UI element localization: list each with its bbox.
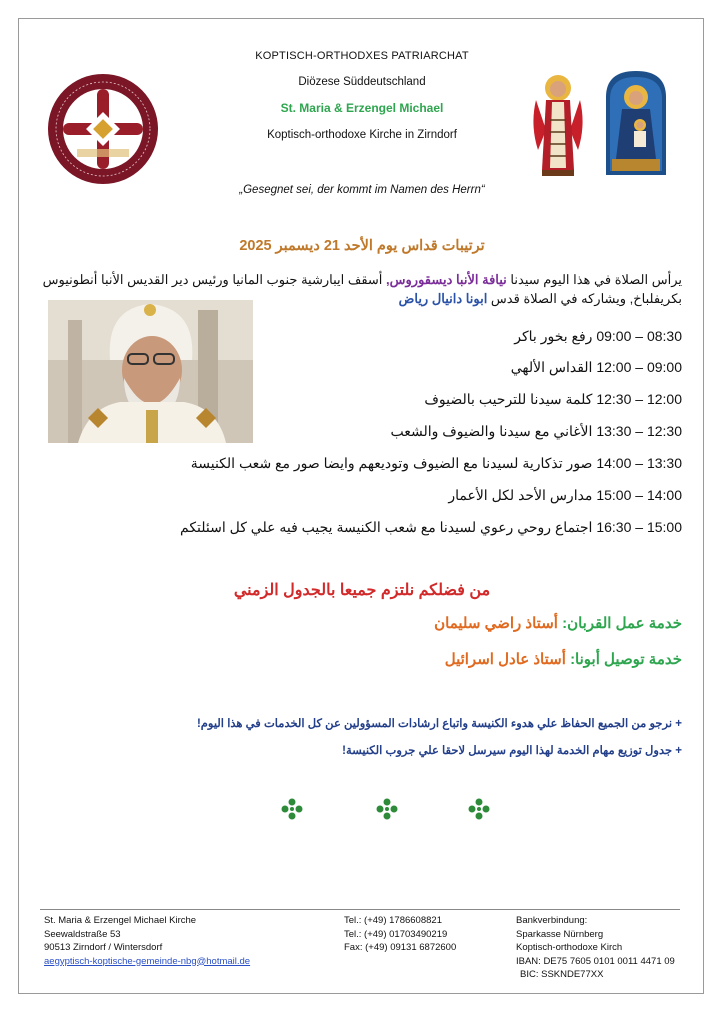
program-title: ترتيبات قداس يوم الأحد 21 ديسمبر 2025 [239, 238, 485, 254]
service-driver [445, 650, 682, 668]
ornament-icon [281, 798, 303, 820]
footer-divider [40, 909, 680, 910]
bishop-name: نيافة الأنبا ديسقوروس, [386, 272, 507, 287]
footer-bic: BIC: SSKNDE77XX [520, 969, 604, 980]
schedule-item: 08:30 – 09:00 رفع بخور باكر [514, 328, 682, 344]
ornament-icon [468, 798, 490, 820]
footer-email-link[interactable]: aegyptisch-koptische-gemeinde-nbg@hotmail.de [44, 955, 251, 967]
note-service-plan: + جدول توزيع مهام الخدمة لهذا اليوم سيرسل لاحقا علي جروب الكنيسة! [342, 745, 682, 757]
footer-address-line: Seewaldstraße 53 [44, 928, 121, 940]
intro-text-a: يرأس الصلاة في هذا اليوم سيدنا [506, 272, 682, 287]
schedule-item: 09:00 – 12:00 القداس الألهي [510, 359, 682, 375]
service-offering-person: أستاذ راضي سليمان [434, 615, 563, 632]
church-subtitle: Koptisch-orthodoxe Kirche in Zirndorf [267, 129, 457, 141]
schedule-item: 12:00 – 12:30 كلمة سيدنا للترحيب بالضيوف [424, 391, 682, 407]
footer-phone-1: Tel.: (+49) 1786608821 [344, 915, 442, 926]
ornament-icon [376, 798, 398, 820]
note-quiet: + نرجو من الجميع الحفاظ علي هدوء الكنيسة واتباع ارشادات المسؤولين عن كل الخدمات في هذا اليوم! [196, 718, 682, 730]
motto: „Gesegnet sei, der kommt im Namen des Herrn“ [239, 184, 485, 196]
service-driver-label: خدمة توصيل أبونا: [570, 651, 682, 668]
service-offering-label: خدمة عمل القربان: [562, 615, 682, 632]
patriarchate-heading: KOPTISCH-ORTHODXES PATRIARCHAT [255, 50, 469, 62]
diocese-heading: Diözese Süddeutschland [298, 76, 426, 88]
intro-text-b: أسقف ايبارشية جنوب المانيا ورئيس دير القديس الأنبا أنطونيوس بكريفلباخ, ويشاركه في الصلاة قدس [42, 272, 682, 306]
church-name: St. Maria & Erzengel Michael [280, 101, 444, 115]
footer-address-line: 90513 Zirndorf / Wintersdorf [44, 942, 163, 953]
virgin-mary-icon [602, 67, 670, 177]
footer-bank [516, 914, 675, 982]
priest-name: ابونا دانيال رياض [398, 291, 488, 306]
schedule-reminder: من فضلكم نلتزم جميعا بالجدول الزمني [233, 582, 491, 599]
footer-fax: Fax: (+49) 09131 6872600 [344, 942, 457, 953]
schedule-item: 12:30 – 13:30 الأغاني مع سيدنا والضيوف والشعب [390, 423, 682, 439]
footer-iban: IBAN: DE75 7605 0101 0011 4471 09 [516, 955, 675, 967]
archangel-icon [528, 70, 588, 178]
footer-address [44, 914, 250, 968]
schedule-item: 13:30 – 14:00 صور تذكارية لسيدنا مع الضيوف وتوديعهم وايضا صور مع شعب الكنيسة [190, 455, 682, 471]
footer-bank-line: Koptisch-orthodoxe Kirch [516, 942, 623, 953]
service-offering [434, 614, 682, 632]
footer-contact [344, 914, 456, 955]
footer-bank-line: Bankverbindung: [516, 915, 588, 926]
service-driver-person: أستاذ عادل اسرائيل [444, 651, 571, 668]
schedule-item: 14:00 – 15:00 مدارس الأحد لكل الأعمار [448, 487, 682, 503]
bishop-photo [48, 300, 253, 443]
schedule-item: 15:00 – 16:30 اجتماع روحي رعوي لسيدنا مع شعب الكنيسة يجيب فيه علي كل اسئلتكم [180, 519, 682, 535]
footer-address-line: St. Maria & Erzengel Michael Kirche [44, 915, 197, 926]
footer-bank-line: Sparkasse Nürnberg [516, 928, 604, 940]
footer-phone-2: Tel.: (+49) 01703490219 [344, 928, 448, 940]
